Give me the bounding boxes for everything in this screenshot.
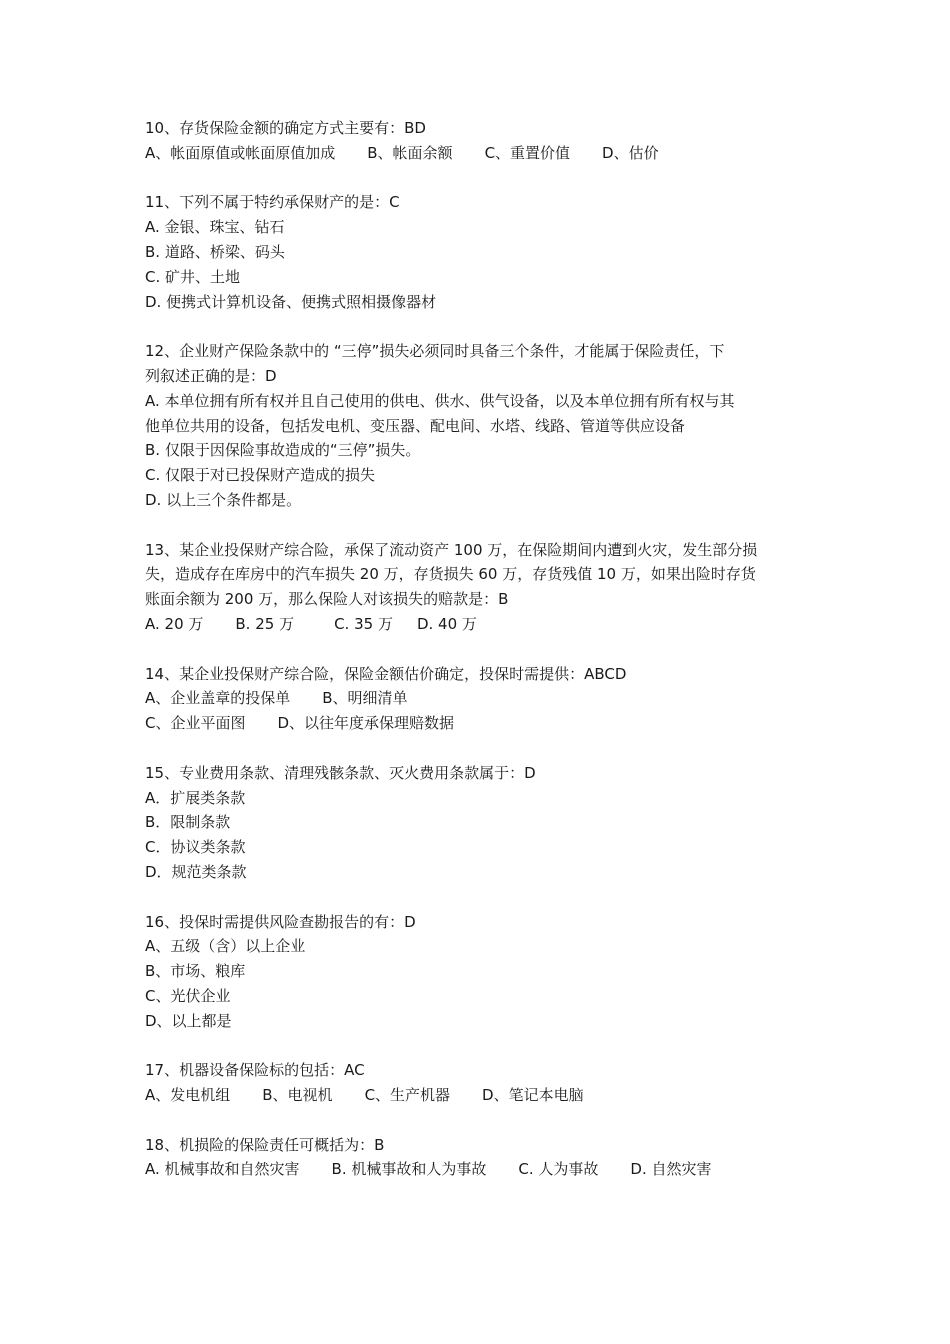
answer-option: D、以上都是	[145, 1011, 232, 1030]
option-row	[145, 786, 825, 811]
answer-option: A、帐面原值或帐面原值加成	[145, 143, 336, 162]
question-16	[145, 910, 825, 1034]
question-13	[145, 538, 825, 637]
question-stem: 18、机损险的保险责任可概括为：B	[145, 1135, 385, 1154]
answer-option: D. 自然灾害	[630, 1160, 712, 1179]
option-row	[145, 959, 825, 984]
answer-option: A. 金银、珠宝、钻石	[145, 218, 285, 237]
answer-option: C、生产机器	[364, 1086, 451, 1105]
answer-option: D、笔记本电脑	[482, 1086, 584, 1105]
option-row	[145, 438, 825, 463]
option-row	[145, 414, 825, 439]
question-stem: 15、专业费用条款、清理残骸条款、灭火费用条款属于：D	[145, 763, 536, 782]
question-17	[145, 1058, 825, 1108]
option-row	[145, 1157, 825, 1182]
option-row	[145, 389, 825, 414]
option-row	[145, 860, 825, 885]
option-row	[145, 265, 825, 290]
option-row	[145, 215, 825, 240]
question-12	[145, 339, 825, 513]
option-row	[145, 141, 825, 166]
answer-option: A. 20 万	[145, 614, 204, 633]
answer-option: C、企业平面图	[145, 714, 246, 733]
question-11	[145, 190, 825, 314]
answer-option: B. 机械事故和人为事故	[331, 1160, 487, 1179]
answer-option: C. 矿井、土地	[145, 267, 241, 286]
option-row	[145, 1083, 825, 1108]
answer-option: D. 便携式计算机设备、便携式照相摄像器材	[145, 292, 437, 311]
answer-option: D. 以上三个条件都是。	[145, 490, 302, 509]
answer-option: 他单位共用的设备，包括发电机、变压器、配电间、水塔、线路、管道等供应设备	[145, 416, 686, 435]
question-stem: 17、机器设备保险标的包括：AC	[145, 1061, 365, 1080]
question-18	[145, 1133, 825, 1183]
question-10	[145, 116, 825, 166]
option-row	[145, 686, 825, 711]
question-stem: 失，造成存在库房中的汽车损失 20 万，存货损失 60 万，存货残值 10 万，如果出险时存货	[145, 565, 756, 584]
option-row	[145, 1009, 825, 1034]
question-stem: 14、某企业投保财产综合险，保险金额估价确定，投保时需提供：ABCD	[145, 664, 627, 683]
answer-option: D．规范类条款	[145, 862, 247, 881]
option-row	[145, 984, 825, 1009]
answer-option: A、发电机组	[145, 1086, 231, 1105]
question-stem: 13、某企业投保财产综合险，承保了流动资产 100 万，在保险期间内遭到火灾，发生部分损	[145, 540, 758, 559]
answer-option: A、企业盖章的投保单	[145, 689, 291, 708]
answer-option: C、重置价值	[484, 143, 571, 162]
answer-option: A、五级（含）以上企业	[145, 937, 306, 956]
answer-option: C．协议类条款	[145, 838, 246, 857]
answer-option: B．限制条款	[145, 813, 231, 832]
question-list	[145, 116, 825, 1207]
answer-option: D. 40 万	[416, 614, 477, 633]
answer-option: C. 35 万	[334, 614, 393, 633]
option-row	[145, 488, 825, 513]
answer-option: B、明细清单	[322, 689, 408, 708]
option-row	[145, 934, 825, 959]
question-stem: 账面余额为 200 万，那么保险人对该损失的赔款是：B	[145, 590, 509, 609]
answer-option: B. 25 万	[235, 614, 295, 633]
option-row	[145, 290, 825, 315]
answer-option: D、以往年度承保理赔数据	[277, 714, 455, 733]
answer-option: A．扩展类条款	[145, 788, 246, 807]
question-15	[145, 761, 825, 885]
answer-option: A. 机械事故和自然灾害	[145, 1160, 300, 1179]
option-row	[145, 835, 825, 860]
answer-option: C. 人为事故	[518, 1160, 599, 1179]
answer-option: B、帐面余额	[367, 143, 453, 162]
answer-option: A. 本单位拥有所有权并且自己使用的供电、供水、供气设备，以及本单位拥有所有权与其	[145, 391, 735, 410]
question-14	[145, 662, 825, 736]
answer-option: D、估价	[602, 143, 659, 162]
option-row	[145, 810, 825, 835]
answer-option: B. 仅限于因保险事故造成的“三停”损失。	[145, 441, 421, 460]
question-stem: 11、下列不属于特约承保财产的是：C	[145, 193, 400, 212]
option-row	[145, 463, 825, 488]
option-row	[145, 240, 825, 265]
question-stem: 16、投保时需提供风险查勘报告的有：D	[145, 912, 416, 931]
option-row	[145, 612, 825, 637]
option-row	[145, 711, 825, 736]
answer-option: C、光伏企业	[145, 986, 231, 1005]
answer-option: C. 仅限于对已投保财产造成的损失	[145, 466, 376, 485]
answer-option: B、市场、粮库	[145, 962, 246, 981]
question-stem: 10、存货保险金额的确定方式主要有：BD	[145, 119, 426, 137]
answer-option: B. 道路、桥梁、码头	[145, 242, 285, 261]
question-stem: 12、企业财产保险条款中的 “三停”损失必须同时具备三个条件，才能属于保险责任，下	[145, 342, 725, 361]
answer-option: B、电视机	[262, 1086, 333, 1105]
question-stem: 列叙述正确的是：D	[145, 366, 277, 385]
